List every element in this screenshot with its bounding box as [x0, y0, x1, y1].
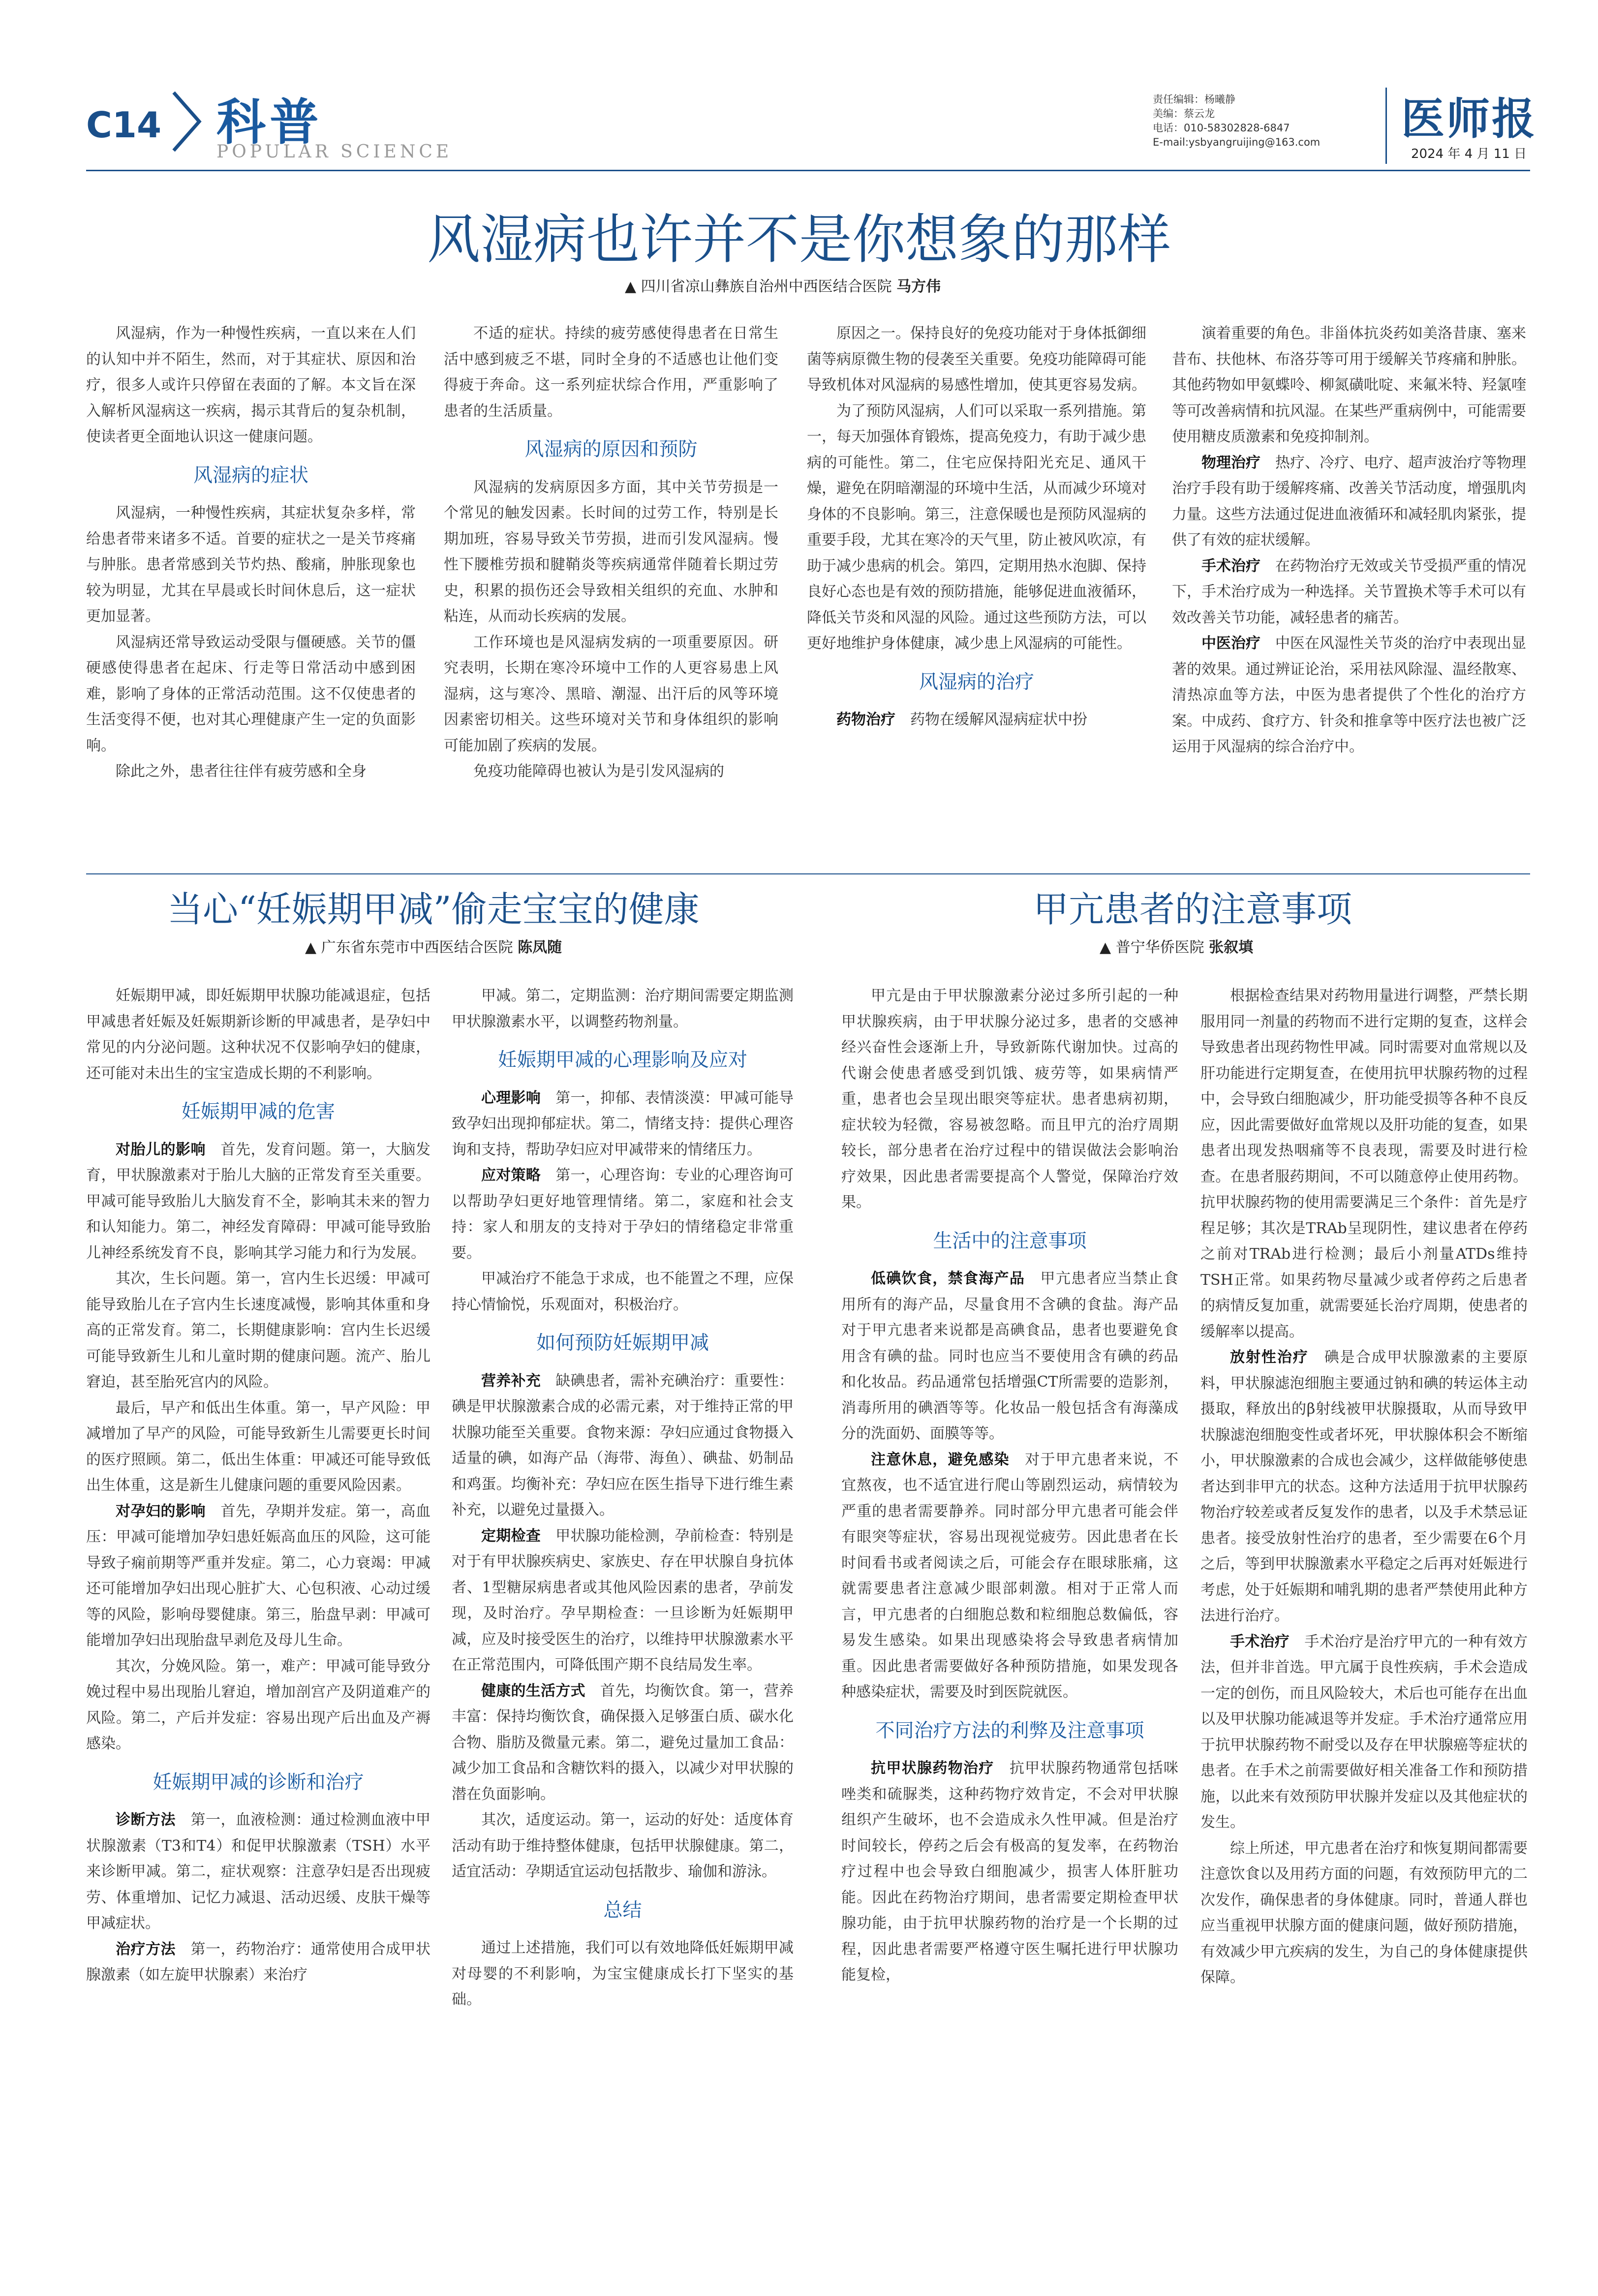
paragraph — [1172, 450, 1526, 554]
section-divider — [86, 873, 1530, 874]
newspaper-logo: 医师报 — [1401, 93, 1537, 144]
paragraph — [452, 1523, 794, 1678]
paragraph — [841, 1756, 1178, 1988]
subheading: 中医治疗 — [1201, 635, 1260, 652]
header-divider — [1385, 88, 1387, 164]
paragraph: 工作环境也是风湿病发病的一项重要原因。研究表明，长期在寒冷环境中工作的人更容易患上风湿病，这与寒冷、黑暗、潮湿、出汗后的风等环境因素密切相关。这些环境对关节和身体组织的影响可能加剧了疾病的发展。 — [444, 633, 778, 754]
editor-info — [1153, 93, 1379, 150]
paragraph — [1172, 631, 1526, 760]
paragraph: 通过上述措施，我们可以有效地降低妊娠期甲减对母婴的不利影响，为宝宝健康成长打下坚实的基础。 — [452, 1939, 794, 2008]
text: 第一，药物治疗：通常使用合成甲状腺激素（如左旋甲状腺素）来治疗 — [86, 1940, 430, 1984]
paragraph: 其次，分娩风险。第一，难产：甲减可能导致分娩过程中易出现胎儿窘迫，增加剖宫产及阴道难产的风险。第二，产后并发症：容易出现产后出血及产褥感染。 — [86, 1657, 430, 1752]
text: 手术治疗是治疗甲亢的一种有效方法，但并非首选。甲亢属于良性疾病，手术会造成一定的创伤，而且风险较大，术后也可能存在出血以及甲状腺功能减退等并发症。手术治疗通常应用于抗甲状腺药物不耐受以及存在甲状腺癌等症状的患者。在手术之前需要做好相关准备工作和预防措施，以此来有效预防甲状腺并发症以及其他症状的发生。 — [1200, 1633, 1528, 1831]
paragraph — [452, 1163, 794, 1266]
text: 药物在缓解风湿病症状中扮 — [910, 711, 1087, 728]
designer: 美编：蔡云龙 — [1153, 108, 1215, 120]
subheading: 诊断方法 — [116, 1811, 176, 1829]
paragraph: 演着重要的角色。非甾体抗炎药如美洛昔康、塞来昔布、扶他林、布洛芬等可用于缓解关节疼痛和肿胀。其他药物如甲氨蝶呤、柳氮磺吡啶、来氟米特、羟氯喹等可改善病情和抗风湿。在某些严重病例中，可能需要使用糖皮质激素和免疫抑制剂。 — [1172, 325, 1526, 445]
paragraph — [86, 1937, 430, 1988]
byline-author: 张叙填 — [1209, 939, 1254, 956]
text: 首先，均衡饮食。第一，营养丰富：保持均衡饮食，确保摄入足够蛋白质、碳水化合物、脂肪及微量元素。第二，避免过量加工食品：减少加工食品和含糖饮料的摄入，以减少对甲状腺的潜在负面影响。 — [452, 1682, 794, 1803]
paragraph — [1200, 1345, 1528, 1629]
section-heading: 风湿病的原因和预防 — [524, 438, 698, 461]
paragraph — [86, 1499, 430, 1654]
email: E-mail:ysbyangruijing@163.com — [1153, 136, 1321, 148]
paragraph: 风湿病还常导致运动受限与僵硬感。关节的僵硬感使得患者在起床、行走等日常活动中感到困难，影响了身体的正常活动范围。这不仅使患者的生活变得不便，也对其心理健康产生一定的负面影响。 — [86, 633, 416, 754]
editor: 责任编辑：杨曦静 — [1153, 93, 1235, 105]
article-column — [86, 321, 416, 785]
paragraph — [452, 1086, 794, 1163]
text: 缺碘患者，需补充碘治疗：重要性：碘是甲状腺激素合成的必需元素，对于维持正常的甲状腺功能至关重要。食物来源：孕妇应通过食物摄入适量的碘，如海产品（海带、海鱼）、碘盐、奶制品和鸡蛋。均衡补充：孕妇应在医生指导下进行维生素补充，以避免过量摄入。 — [452, 1372, 794, 1519]
phone: 电话：010-58302828-6847 — [1153, 122, 1290, 134]
article-column — [807, 321, 1146, 733]
text: 抗甲状腺药物通常包括咪唑类和硫脲类，这种药物疗效肯定，不会对甲状腺组织产生破坏，也不会造成永久性甲减。但是治疗时间较长，停药之后会有极高的复发率，在药物治疗过程中也会导致白细胞减少，损害人体肝脏功能。因此在药物治疗期间，患者需要定期检查甲状腺功能，由于抗甲状腺药物的治疗是一个长期的过程，因此患者需要严格遵守医生嘱托进行甲状腺功能复检， — [841, 1760, 1179, 1984]
text: 第一，抑郁、表情淡漠：甲减可能导致孕妇出现抑郁症状。第二，情绪支持：提供心理咨询和支持，帮助孕妇应对甲减带来的情绪压力。 — [452, 1089, 794, 1158]
paragraph — [841, 1447, 1178, 1706]
paragraph: 甲减治疗不能急于求成，也不能置之不理，应保持心情愉悦，乐观面对，积极治疗。 — [452, 1270, 794, 1313]
subheading: 注意休息，避免感染 — [871, 1451, 1010, 1468]
paragraph: 免疫功能障碍也被认为是引发风湿病的 — [473, 763, 724, 780]
paragraph — [1200, 1629, 1528, 1836]
paragraph: 妊娠期甲减，即妊娠期甲状腺功能减退症，包括甲减患者妊娠及妊娠期新诊断的甲减患者，是孕妇中常见的内分泌问题。这种状况不仅影响孕妇的健康，还可能对未出生的宝宝造成长期的不利影响。 — [86, 987, 430, 1082]
text: 碘是合成甲状腺激素的主要原料，甲状腺滤泡细胞主要通过钠和碘的转运体主动摄取，释放出的β射线被甲状腺摄取，从而导致甲状腺滤泡细胞变性或者坏死，甲状腺体积会不断缩小，甲状腺激素的合成也会减少，这样做能够使患者达到非甲亢的状态。这种方法适用于抗甲状腺药物治疗较差或者反复发作的患者，以及手术禁忌证患者。接受放射性治疗的患者，至少需要在6个月之后，等到甲状腺激素水平稳定之后再对妊娠进行考虑，处于妊娠期和哺乳期的患者严禁使用此种方法进行治疗。 — [1200, 1349, 1528, 1624]
section-heading: 不同治疗方法的利弊及注意事项 — [875, 1719, 1144, 1742]
text: 首先，发育问题。第一，大脑发育，甲状腺激素对于胎儿大脑的正常发育至关重要。甲减可能导致胎儿大脑发育不全，影响其未来的智力和认知能力。第二，神经发育障碍：甲减可能导致胎儿神经系统发育不良，影响其学习能力和行为发展。 — [86, 1141, 430, 1262]
subheading: 抗甲状腺药物治疗 — [871, 1760, 994, 1777]
subheading: 营养补充 — [481, 1372, 541, 1390]
paragraph: 综上所述，甲亢患者在治疗和恢复期间都需要注意饮食以及用药方面的问题，有效预防甲亢的二次发作，确保患者的身体健康。同时，普通人群也应当重视甲状腺方面的健康问题，做好预防措施，有效减少甲亢疾病的发生，为自己的身体健康提供保障。 — [1200, 1839, 1528, 1986]
paragraph — [1172, 554, 1526, 631]
subheading: 心理影响 — [481, 1089, 541, 1107]
subheading: 手术治疗 — [1230, 1633, 1290, 1650]
text: 首先，孕期并发症。第一，高血压：甲减可能增加孕妇患妊娠高血压的风险，这可能导致子痫前期等严重并发症。第二，心力衰竭：甲减还可能增加孕妇出现心脏扩大、心包积液、心动过缓等的风险，影响母婴健康。第三，胎盘早剥：甲减可能增加孕妇出现胎盘早剥危及母儿生命。 — [86, 1502, 430, 1649]
subheading: 低碘饮食，禁食海产品 — [871, 1270, 1025, 1287]
section-title: 科普 — [216, 93, 323, 151]
article-title: 风湿病也许并不是你想象的那样 — [427, 209, 1171, 271]
paragraph: 风湿病，作为一种慢性疾病，一直以来在人们的认知中并不陌生，然而，对于其症状、原因和治疗，很多人或许只停留在表面的了解。本文旨在深入解析风湿病这一疾病，揭示其背后的复杂机制，使读者更全面地认识这一健康问题。 — [86, 325, 416, 445]
section-heading: 妊娠期甲减的心理影响及应对 — [497, 1049, 747, 1071]
article-column — [444, 321, 778, 785]
paragraph: 其次，生长问题。第一，宫内生长迟缓：甲减可能导致胎儿在子宫内生长速度减慢，影响其体重和身高的正常发育。第二，长期健康影响：宫内生长迟缓可能导致新生儿和儿童时期的健康问题。流产、胎儿窘迫，甚至胎死宫内的风险。 — [86, 1270, 430, 1391]
text: 甲亢患者应当禁止食用所有的海产品，尽量食用不含碘的食盐。海产品对于甲亢患者来说都是高碘食品，患者也要避免食用含有碘的盐。同时也应当不要使用含有碘的药品和化妆品。药品通常包括增强CT所需要的造影剂，消毒所用的碘酒等等。化妆品一般包括含有海藻成分的洗面奶、面膜等等。 — [841, 1270, 1179, 1442]
section-heading: 妊娠期甲减的诊断和治疗 — [153, 1771, 364, 1794]
byline-author: 陈凤随 — [518, 939, 562, 956]
article-byline — [305, 935, 562, 957]
paragraph: 风湿病，一种慢性疾病，其症状复杂多样，常给患者带来诸多不适。首要的症状之一是关节疼痛与肿胀。患者常感到关节灼热、酸痛，肿胀现象也较为明显，尤其在早晨或长时间休息后，这一症状更加显著。 — [86, 504, 416, 625]
header-rule — [86, 170, 1530, 171]
subheading: 健康的生活方式 — [481, 1682, 585, 1700]
paragraph — [807, 707, 1146, 733]
paragraph — [86, 1137, 430, 1267]
text: 第一，血液检测：通过检测血液中甲状腺激素（T3和T4）和促甲状腺激素（TSH）水平来诊断甲减。第二，症状观察：注意孕妇是否出现疲劳、体重增加、记忆力减退、活动迟缓、皮肤干燥等甲减症状。 — [86, 1811, 430, 1932]
byline-author: 马方伟 — [896, 278, 941, 295]
subheading: 应对策略 — [481, 1167, 541, 1184]
byline-org: ▲ 广东省东莞市中西医结合医院 — [305, 939, 513, 956]
subheading: 物理治疗 — [1201, 454, 1260, 471]
byline-org: ▲ 四川省凉山彝族自治州中西医结合医院 — [625, 278, 892, 295]
article-byline — [1100, 935, 1253, 957]
paragraph: 不适的症状。持续的疲劳感使得患者在日常生活中感到疲乏不堪，同时全身的不适感也让他们变得疲于奔命。这一系列症状综合作用，严重影响了患者的生活质量。 — [444, 325, 778, 420]
section-heading: 如何预防妊娠期甲减 — [536, 1332, 709, 1354]
subheading: 治疗方法 — [116, 1940, 176, 1958]
page-number: C14 — [86, 104, 162, 146]
paragraph: 风湿病的发病原因多方面，其中关节劳损是一个常见的触发因素。长时间的过劳工作，特别是长期加班，容易导致关节劳损，进而引发风湿病。慢性下腰椎劳损和腱鞘炎等疾病通常伴随着长期过劳史，积累的损伤还会导致相关组织的充血、水肿和粘连，从而动长疾病的发展。 — [444, 478, 778, 625]
subheading: 药物治疗 — [836, 711, 895, 728]
text: 中医在风湿性关节炎的治疗中表现出显著的效果。通过辨证论治，采用祛风除湿、温经散寒、清热凉血等方法，中医为患者提供了个性化的治疗方案。中成药、食疗方、针灸和推拿等中医疗法也被广泛运用于风湿病的综合治疗中。 — [1172, 635, 1526, 755]
section-heading: 风湿病的治疗 — [919, 671, 1034, 693]
paragraph — [86, 1807, 430, 1937]
section-heading: 生活中的注意事项 — [933, 1230, 1087, 1252]
text: 甲状腺功能检测，孕前检查：特别是对于有甲状腺疾病史、家族史、存在甲状腺自身抗体者、1型糖尿病患者或其他风险因素的患者，孕前发现，及时治疗。孕早期检查：一旦诊断为妊娠期甲减，应及时接受医生的治疗，以维持甲状腺激素水平在正常范围内，可降低围产期不良结局发生率。 — [452, 1527, 794, 1674]
article-column — [452, 983, 794, 2013]
article-byline — [625, 274, 941, 296]
paragraph: 甲亢是由于甲状腺激素分泌过多所引起的一种甲状腺疾病，由于甲状腺分泌过多，患者的交感神经兴奋性会逐渐上升，导致新陈代谢加快。过高的代谢会使患者感受到饥饿、疲劳等，如果病情严重，患者也会呈现出眼突等症状。患者患病初期，症状较为轻微，容易被忽略。而且甲亢的治疗周期较长，部分患者在治疗过程中的错误做法会影响治疗效果，因此患者需要提高个人警觉，保障治疗效果。 — [841, 987, 1178, 1211]
section-title-en: POPULAR SCIENCE — [216, 142, 453, 162]
article-column — [841, 983, 1178, 1988]
subheading: 定期检查 — [481, 1527, 541, 1545]
issue-date: 2024 年 4 月 11 日 — [1411, 147, 1527, 161]
article-column — [1200, 983, 1528, 1991]
paragraph — [452, 1678, 794, 1808]
section-heading: 妊娠期甲减的危害 — [181, 1101, 335, 1123]
article-column — [1172, 321, 1526, 760]
paragraph — [841, 1266, 1178, 1447]
paragraph: 为了预防风湿病，人们可以采取一系列措施。第一，每天加强体育锻炼，提高免疫力，有助于减少患病的可能性。第二，住宅应保持阳光充足、通风干燥，避免在阴暗潮湿的环境中生活，从而减少环境对身体的不良影响。第三，注意保暖也是预防风湿病的重要手段，尤其在寒冷的天气里，防止被风吹凉，有助于减少患病的机会。第四，定期用热水泡脚、保持良好心态也是有效的预防措施，能够促进血液循环，降低关节炎和风湿的风险。通过这些预防方法，可以更好地维护身体健康，减少患上风湿病的可能性。 — [807, 402, 1146, 652]
text: 热疗、冷疗、电疗、超声波治疗等物理治疗手段有助于缓解疼痛、改善关节活动度，增强肌肉力量。这些方法通过促进血液循环和减轻肌肉紧张，提供了有效的症状缓解。 — [1172, 454, 1526, 549]
subheading: 手术治疗 — [1201, 557, 1260, 575]
subheading: 放射性治疗 — [1230, 1349, 1309, 1366]
text: 在药物治疗无效或关节受损严重的情况下，手术治疗成为一种选择。关节置换术等手术可以有效改善关节功能，减轻患者的痛苦。 — [1172, 557, 1526, 626]
paragraph — [452, 1368, 794, 1523]
byline-org: ▲ 普宁华侨医院 — [1100, 939, 1204, 956]
paragraph: 原因之一。保持良好的免疫功能对于身体抵御细菌等病原微生物的侵袭至关重要。免疫功能障碍可能导致机体对风湿病的易感性增加，使其更容易发病。 — [807, 325, 1146, 394]
subheading: 对胎儿的影响 — [116, 1141, 206, 1158]
text: 对于甲亢患者来说，不宜熬夜，也不适宜进行爬山等剧烈运动，病情较为严重的患者需要静养。同时部分甲亢患者可能会伴有眼突等症状，容易出现视觉疲劳。因此患者在长时间看书或者阅读之后，可能会存在眼球胀痛，这就需要患者注意减少眼部刺激。相对于正常人而言，甲亢患者的白细胞总数和粒细胞总数偏低，容易发生感染。如果出现感染将会导致患者病情加重。因此患者需要做好各种预防措施，如果发现各种感染症状，需要及时到医院就医。 — [841, 1451, 1179, 1701]
chevron-right-icon — [170, 90, 204, 154]
section-heading: 风湿病的症状 — [193, 464, 308, 487]
subheading: 对孕妇的影响 — [116, 1502, 206, 1520]
paragraph: 甲减。第二，定期监测：治疗期间需要定期监测甲状腺激素水平，以调整药物剂量。 — [452, 987, 794, 1030]
section-heading: 总结 — [603, 1899, 642, 1922]
paragraph: 最后，早产和低出生体重。第一，早产风险：甲减增加了早产的风险，可能导致新生儿需要更长时间的医疗照顾。第二，低出生体重：甲减还可能导致低出生体重，这是新生儿健康问题的重要风险因素。 — [86, 1399, 430, 1494]
paragraph: 除此之外，患者往往伴有疲劳感和全身 — [116, 763, 367, 780]
paragraph: 根据检查结果对药物用量进行调整，严禁长期服用同一剂量的药物而不进行定期的复查，这样会导致患者出现药物性甲减。同时需要对血常规以及肝功能进行定期复查，在使用抗甲状腺药物的过程中，会导致白细胞减少，肝功能受损等各种不良反应，因此需要做好血常规以及肝功能的复查，如果患者出现发热咽痛等不良表现，需要及时进行检查。在患者服药期间，不可以随意停止使用药物。抗甲状腺药物的使用需要满足三个条件：首先是疗程足够；其次是TRAb呈现阴性，建议患者在停药之前对TRAb进行检测；最后小剂量ATDs维持TSH正常。如果药物尽量减少或者停药之后患者的病情反复加重，就需要延长治疗周期，使患者的缓解率以提高。 — [1200, 987, 1528, 1340]
paragraph: 其次，适度运动。第一，运动的好处：适度体育活动有助于维持整体健康，包括甲状腺健康。第二，适宜活动：孕期适宜运动包括散步、瑜伽和游泳。 — [452, 1811, 794, 1880]
article-title: 当心“妊娠期甲减”偷走宝宝的健康 — [167, 889, 700, 930]
text: 第一，心理咨询：专业的心理咨询可以帮助孕妇更好地管理情绪。第二，家庭和社会支持：家人和朋友的支持对于孕妇的情绪稳定非常重要。 — [452, 1167, 794, 1262]
article-title: 甲亢患者的注意事项 — [1033, 889, 1352, 930]
article-column — [86, 983, 430, 1988]
